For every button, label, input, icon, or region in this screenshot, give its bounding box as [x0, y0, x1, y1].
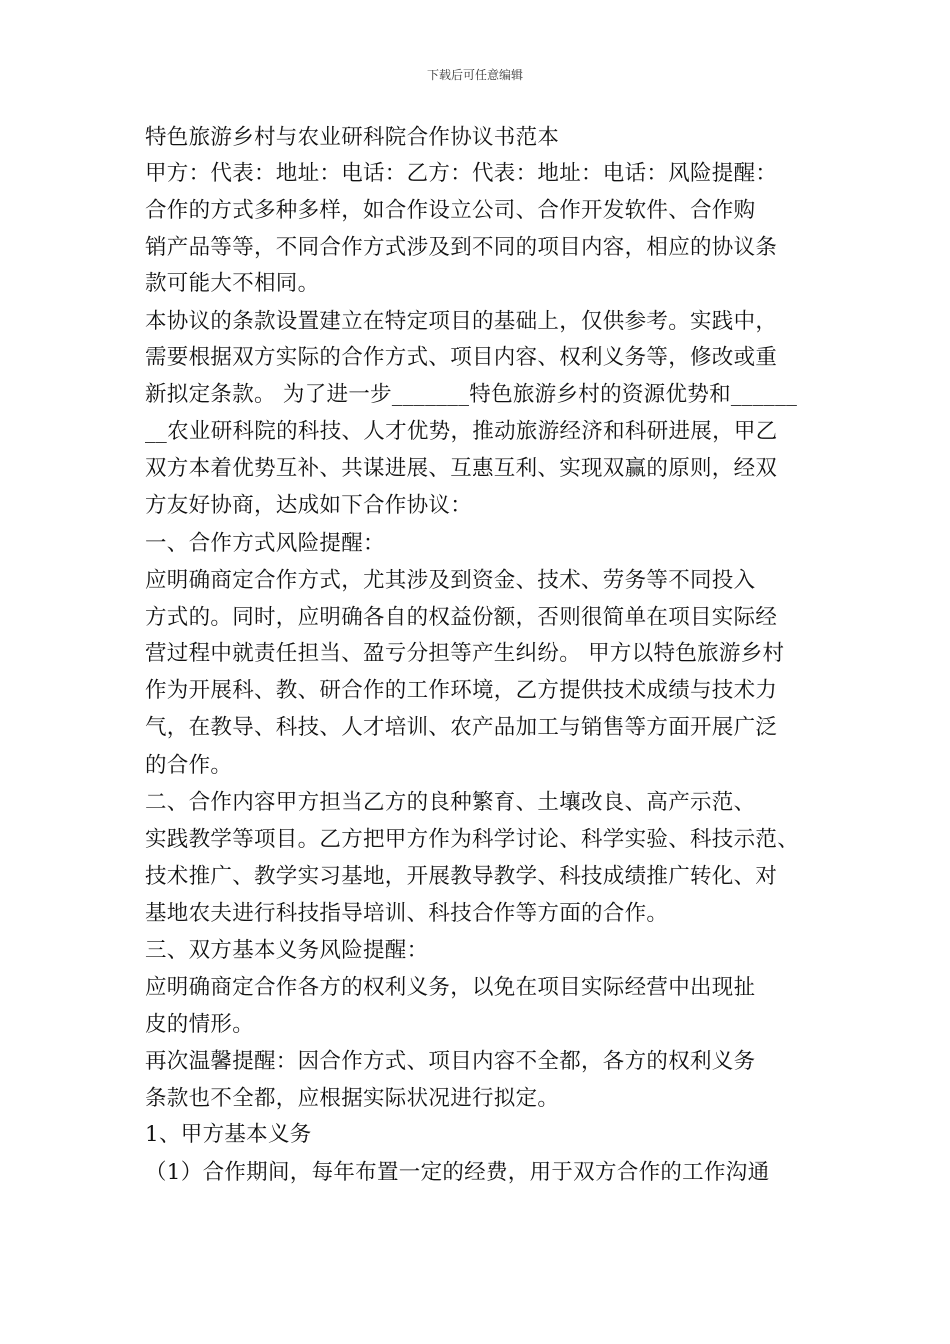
text-line: 双方本着优势互补、共谋进展、互惠互利、实现双赢的原则，经双: [145, 456, 778, 481]
text-line: 营过程中就责任担当、盈亏分担等产生纠纷。 甲方以特色旅游乡村: [145, 641, 785, 666]
text-line: 作为开展科、教、研合作的工作环境，乙方提供技术成绩与技术力: [145, 678, 778, 703]
text-line: 款可能大不相同。: [145, 271, 320, 296]
document-title: 特色旅游乡村与农业研科院合作协议书范本: [145, 125, 560, 150]
text-line: 本协议的条款设置建立在特定项目的基础上，仅供参考。实践中，: [145, 309, 778, 334]
text-line: 应明确商定合作各方的权利义务，以免在项目实际经营中出现扯: [145, 975, 756, 1000]
text-line: 应明确商定合作方式，尤其涉及到资金、技术、劳务等不同投入: [145, 568, 756, 593]
page-header: 下载后可任意编辑: [426, 68, 523, 82]
text-line: 甲方：代表：地址：电话：乙方：代表：地址：电话：风险提醒：: [145, 161, 778, 186]
subsection-heading: 1、甲方基本义务: [145, 1122, 312, 1147]
text-line: 合作的方式多种多样，如合作设立公司、合作开发软件、合作购: [145, 198, 756, 223]
text-line: 条款也不全都，应根据实际状况进行拟定。: [145, 1086, 560, 1111]
section-heading: 一、合作方式风险提醒：: [145, 531, 385, 556]
text-line: 皮的情形。: [145, 1012, 255, 1037]
text-line: 技术推广、教学实习基地，开展教导教学、科技成绩推广转化、对: [145, 864, 778, 889]
text-line: 销产品等等，不同合作方式涉及到不同的项目内容，相应的协议条: [145, 235, 778, 260]
text-line: 新拟定条款。 为了进一步_______特色旅游乡村的资源优势和______: [145, 382, 798, 407]
text-line: 方友好协商，达成如下合作协议：: [145, 493, 473, 518]
text-line: __农业研科院的科技、人才优势，推动旅游经济和科研进展，甲乙: [145, 419, 778, 444]
text-line: 的合作。: [145, 753, 233, 778]
text-line: 需要根据双方实际的合作方式、项目内容、权利义务等，修改或重: [145, 345, 778, 370]
text-line: 再次温馨提醒：因合作方式、项目内容不全都，各方的权利义务: [145, 1049, 756, 1074]
text-line: （1）合作期间，每年布置一定的经费，用于双方合作的工作沟通: [145, 1160, 770, 1185]
text-line: 方式的。同时，应明确各自的权益份额，否则很简单在项目实际经: [145, 605, 778, 630]
text-line: 实践教学等项目。乙方把甲方作为科学讨论、科学实验、科技示范、: [145, 827, 800, 852]
text-line: 基地农夫进行科技指导培训、科技合作等方面的合作。: [145, 901, 669, 926]
text-line: 气，在教导、科技、人才培训、农产品加工与销售等方面开展广泛: [145, 715, 778, 740]
section-heading: 二、合作内容甲方担当乙方的良种繁育、土壤改良、高产示范、: [145, 790, 756, 815]
section-heading: 三、双方基本义务风险提醒：: [145, 938, 429, 963]
